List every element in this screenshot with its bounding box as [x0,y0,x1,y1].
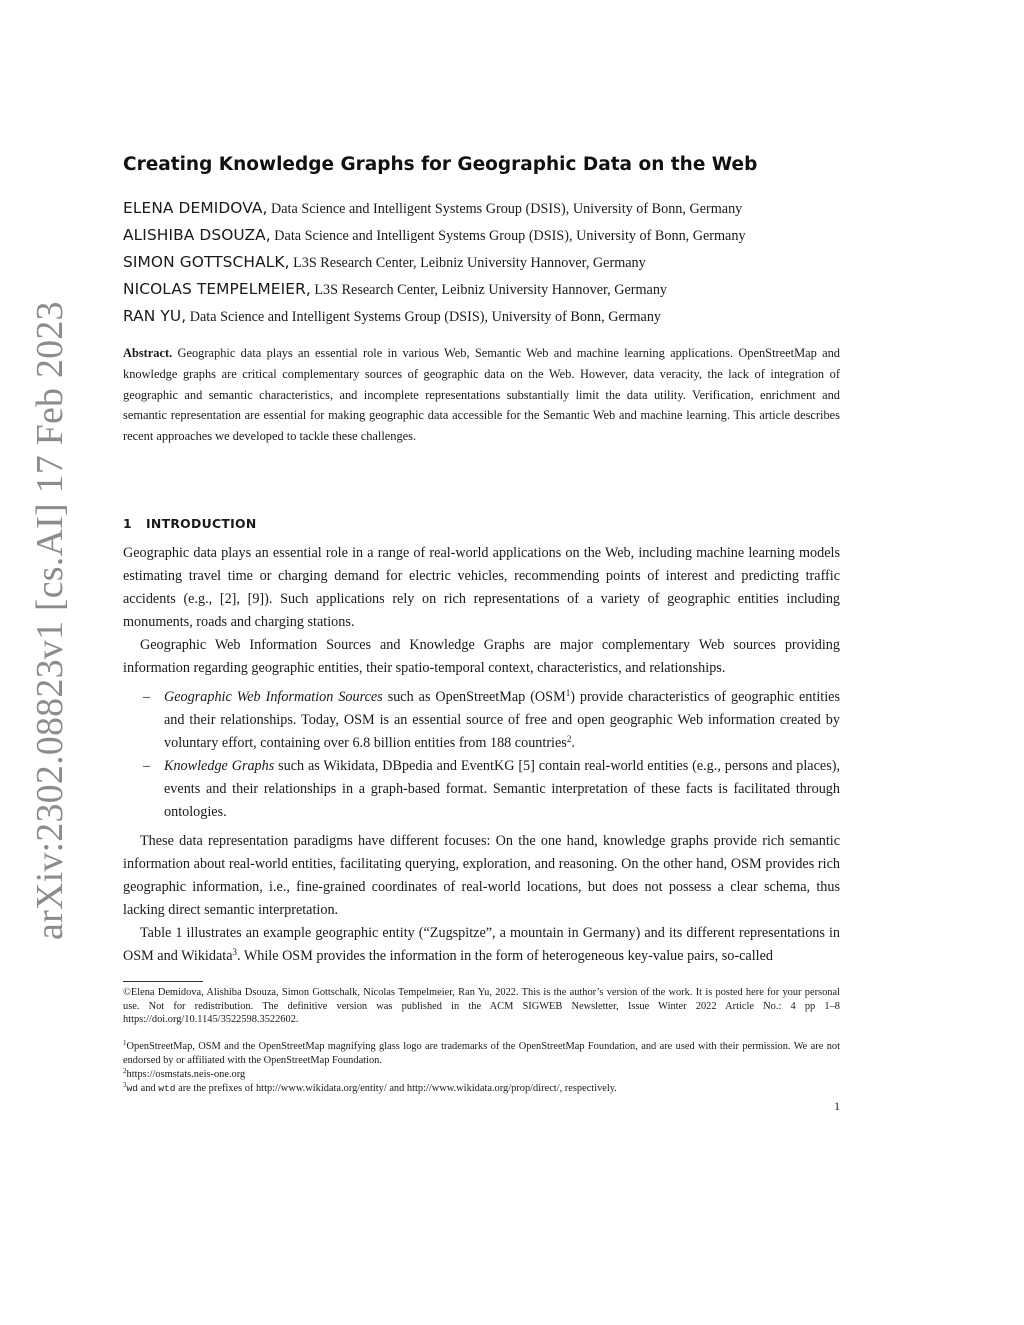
paragraph-text: . While OSM provides the information in the form of heterogeneous key-value pairs, so-called [237,948,773,964]
bullet-dash: – [143,758,151,774]
author-line-1 [123,199,742,218]
abstract-label: Abstract. [123,346,173,360]
arxiv-identifier-stamp: arXiv:2302.08823v1 [cs.AI] 17 Feb 2023 [29,301,71,940]
intro-paragraph-3: These data representation paradigms have different focuses: On the one hand, knowledge graphs provide rich semantic information about real-world entities, facilitating querying, exploration, and reasoning. On the other hand, OSM provides rich geographic information, i.e., fine-grained coordinates of real-world locations, but does not possess a clear schema, thus lacking direct semantic interpretation. [123,833,840,918]
bullet-term: Knowledge Graphs [164,758,275,774]
footnote-ref-2[interactable]: 2 [566,734,572,744]
abstract [123,343,840,447]
author-name: RAN YU, [123,307,187,325]
footnote-ref-1[interactable]: 1 [565,688,571,698]
footnote-mark: 2 [123,1067,127,1075]
footnote-ref-3[interactable]: 3 [232,947,238,957]
author-line-4 [123,280,667,299]
bullet-term: Geographic Web Information Sources [164,689,383,705]
author-name: ALISHIBA DSOUZA, [123,226,271,244]
bullet-geographic-web-sources [143,686,840,755]
footnote-divider [123,981,203,982]
author-name: ELENA DEMIDOVA, [123,199,268,217]
author-affiliation: Data Science and Intelligent Systems Group (DSIS), University of Bonn, Germany [274,228,746,244]
section-title: INTRODUCTION [146,516,257,531]
bullet-text: . [571,735,575,751]
author-line-5 [123,307,661,326]
section-heading-introduction [123,516,257,531]
footnote-3 [123,1082,840,1096]
author-line-3 [123,253,646,272]
bullet-text: such as OpenStreetMap (OSM [382,689,566,705]
author-affiliation: Data Science and Intelligent Systems Group (DSIS), University of Bonn, Germany [271,201,743,217]
footnote-text: OpenStreetMap, OSM and the OpenStreetMap magnifying glass logo are trademarks of the OpenStreetMap Foundation, and are used with their permission. We are not endorsed by or affiliated with the OpenStreetMap Foundation. [123,1041,840,1066]
footnote-text: and [138,1083,159,1094]
author-affiliation: Data Science and Intelligent Systems Group (DSIS), University of Bonn, Germany [189,309,662,325]
section-number: 1 [123,516,132,531]
paper-title: Creating Knowledge Graphs for Geographic Data on the Web [123,154,758,175]
footnote-text: are the prefixes of http://www.wikidata.org/entity/ and http://www.wikidata.org/prop/direct/, respectively. [175,1083,617,1094]
footnote-link[interactable]: https://osmstats.neis-one.org [126,1069,246,1080]
bullet-text: ) provide characteristics of geographic entities and their relationships. Today, OSM is an essential source of free and open geographic Web information created by voluntary effort, containing over 6.8 billion entities from 188 countries [164,689,840,751]
author-affiliation: L3S Research Center, Leibniz University Hannover, Germany [293,255,646,271]
intro-paragraph-2: Geographic Web Information Sources and Knowledge Graphs are major complementary Web sources providing information regarding geographic entities, their spatio-temporal context, characteristics, and relationships. [123,637,840,676]
author-line-2 [123,226,746,245]
page-number: 1 [834,1101,840,1113]
footnote-mark: 3 [123,1081,127,1089]
intro-paragraph-4 [123,922,840,968]
abstract-text: Geographic data plays an essential role in various Web, Semantic Web and machine learning applications. OpenStreetMap and knowledge graphs are critical complementary sources of geographic data on the Web. However, data veracity, the lack of integration of geographic and semantic characteristics, and incomplete representations substantially limit the data utility. Verification, enrichment and semantic representation are essential for making geographic data accessible for the Semantic Web and machine learning. This article describes recent approaches we developed to tackle these challenges. [123,346,840,444]
footnote-1 [123,1040,840,1067]
copyright-notice: ©Elena Demidova, Alishiba Dsouza, Simon Gottschalk, Nicolas Tempelmeier, Ran Yu, 2022. This is the author’s version of the work. It is posted here for your personal use. Not for redistribution. The definitive version was published in the ACM SIGWEB Newsletter, Issue Winter 2022 Article No.: 4 pp 1–8 https://doi.org/10.1145/3522598.3522602. [123,987,840,1026]
paragraph-text: Table 1 illustrates an example geographic entity (“Zugspitze”, a mountain in Germany) and its different representations in OSM and Wikidata [123,925,840,964]
bullet-text: such as Wikidata, DBpedia and EventKG [5] contain real-world entities (e.g., persons and places), events and their relationships in a graph-based format. Semantic interpretation of these facts is facilitated through ontologies. [164,758,840,820]
author-name: SIMON GOTTSCHALK, [123,253,290,271]
footnote-mark: 1 [123,1039,127,1047]
code-prefix-wtd: wtd [158,1083,176,1094]
bullet-dash: – [143,689,151,705]
code-prefix-wd: wd [126,1083,139,1094]
author-affiliation: L3S Research Center, Leibniz University Hannover, Germany [314,282,668,298]
author-name: NICOLAS TEMPELMEIER, [123,280,311,298]
intro-paragraph-1: Geographic data plays an essential role in a range of real-world applications on the Web, including machine learning models estimating travel time or charging demand for electric vehicles, recommending points of interest and predicting traffic accidents (e.g., [2], [9]). Such applications rely on rich representations of a variety of geographic entities including monuments, roads and charging stations. [123,545,840,630]
footnote-2 [123,1068,840,1082]
bullet-knowledge-graphs [143,755,840,824]
